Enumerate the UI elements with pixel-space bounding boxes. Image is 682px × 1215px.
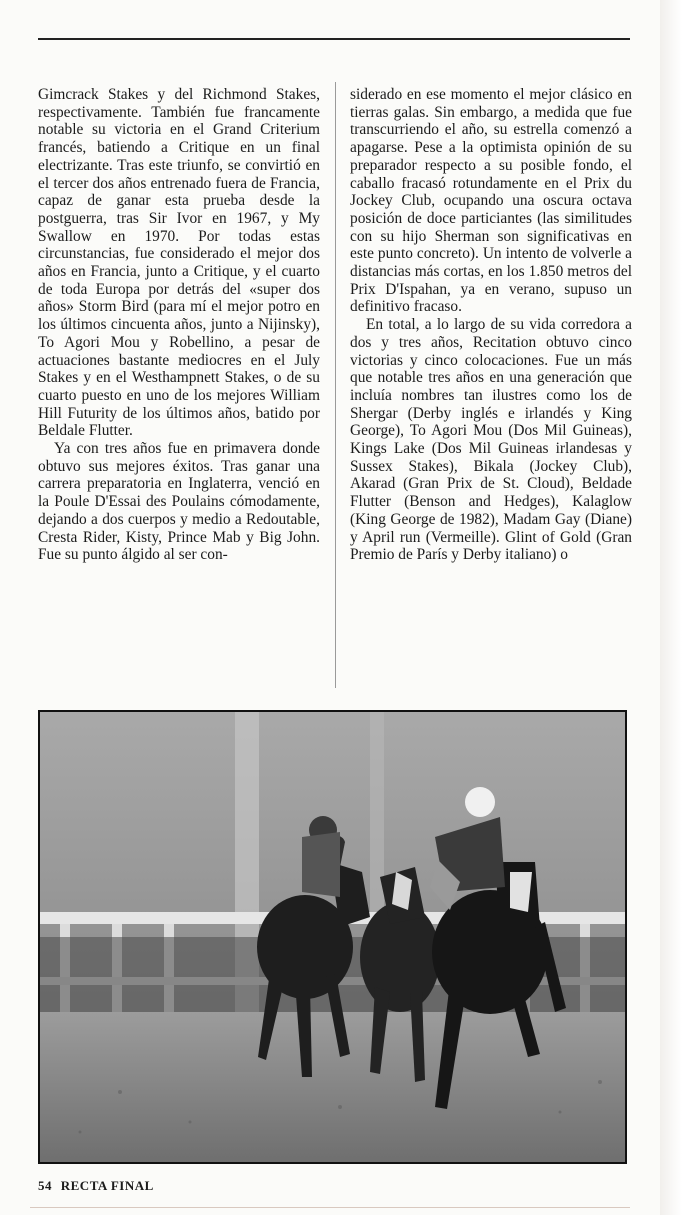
bottom-rule (30, 1207, 630, 1208)
page-edge (660, 0, 682, 1215)
column-divider (335, 82, 336, 688)
publication-name: RECTA FINAL (60, 1178, 154, 1193)
page-number: 54 (38, 1178, 52, 1193)
paragraph: Gimcrack Stakes y del Richmond Stakes, respectivamente. También fue francamente notable su victoria en el Grand Criterium francés, batiendo a Critique en un final electrizante. Tras este triunfo, se convirtió en el tercer dos años entrenado fuera de Francia, capaz de ganar esta prueba desde la postguerra, tras Sir Ivor en 1967, y My Swallow en 1970. Por todas estas circunstancias, fue considerado el mejor dos años en Francia, junto a Critique, y el cuarto de toda Europa por detrás del «super dos años» Storm Bird (para mí el mejor potro en los últimos cincuenta años, junto a Nijinsky), To Agori Mou y Robellino, a pesar de actuaciones bastante mediocres en el July Stakes y en el Westhampnett Stakes, o de su cuarto puesto en uno de los mejores William Hill Futurity de los últimos años, batido por Beldale Flutter. (38, 86, 320, 440)
paragraph: Ya con tres años fue en primavera donde obtuvo sus mejores éxitos. Tras ganar una carrera preparatoria en Inglaterra, venció en la Poule D'Essai des Poulains cómodamente, dejando a dos cuerpos y medio a Redoutable, Cresta Rider, Kisty, Prince Mab y Big John. Fue su punto álgido al ser con- (38, 440, 320, 564)
article-column-left (38, 86, 320, 684)
race-photo-illustration (40, 712, 625, 1162)
top-rule (38, 38, 630, 40)
paragraph: siderado en ese momento el mejor clásico en tierras galas. Sin embargo, a medida que fue transcurriendo el año, su estrella comenzó a apagarse. Pese a la optimista opinión de su preparador respecto a su posible fondo, el caballo fracasó rotundamente en el Prix du Jockey Club, ocupando una oscura octava posición de doce particiantes (las similitudes con su hijo Sherman son significativas en este punto concreto). Un intento de volverle a distancias más cortas, en los 1.850 metros del Prix D'Ispahan, ya en verano, supuso un definitivo fracaso. (350, 86, 632, 316)
article-column-right (350, 86, 632, 684)
horse-race-photo (38, 710, 627, 1164)
paragraph: En total, a lo largo de su vida corredora a dos y tres años, Recitation obtuvo cinco victorias y cinco colocaciones. Fue un más que notable tres años en una generación que incluía nombres tan ilustres como los de Shergar (Derby inglés e irlandés y King George), To Agori Mou (Dos Mil Guineas), Kings Lake (Dos Mil Guineas irlandesas y Sussex Stakes), Bikala (Jockey Club), Akarad (Gran Prix de St. Cloud), Beldade Flutter (Benson and Hedges), Kalaglow (King George de 1982), Madam Gay (Diane) y April run (Vermeille). Glint of Gold (Gran Premio de París y Derby italiano) o (350, 316, 632, 564)
page-footer (38, 1178, 154, 1194)
